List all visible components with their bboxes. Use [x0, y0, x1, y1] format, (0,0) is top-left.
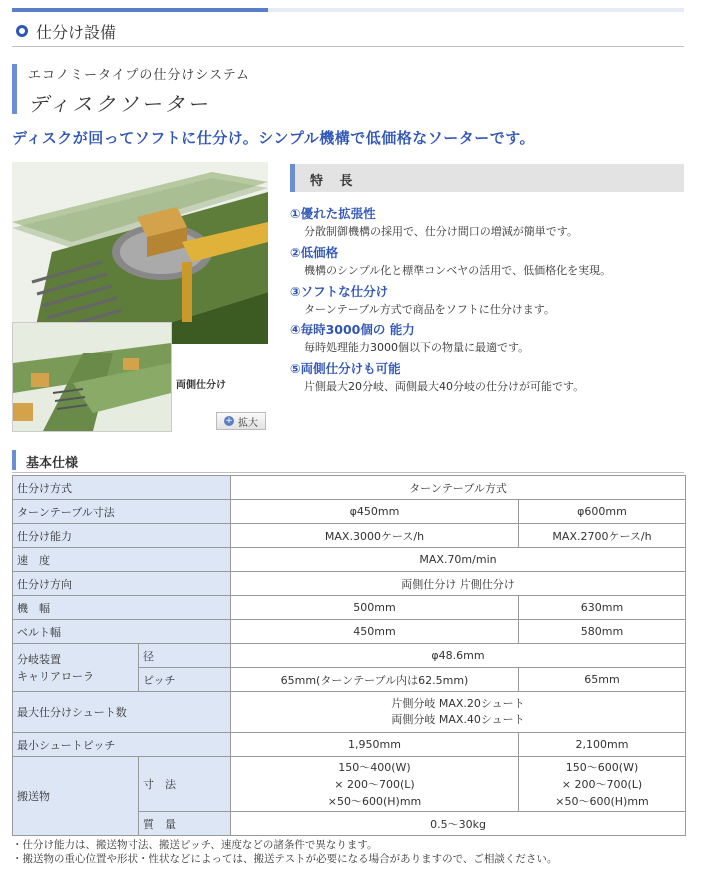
spec-value	[231, 757, 519, 812]
photo-caption: 両側仕分け	[176, 380, 226, 391]
spec-label: 仕分け方向	[13, 572, 231, 596]
feature-item	[290, 320, 690, 355]
spec-label: 最大仕分けシュート数	[13, 692, 231, 733]
feature-desc: 機構のシンプル化と標準コンベヤの活用で、低価格化を実現。	[304, 264, 612, 277]
table-row	[13, 692, 686, 733]
spec-value: φ600mm	[519, 500, 686, 524]
spec-label: 最小シュートピッチ	[13, 733, 231, 757]
spec-table	[12, 475, 686, 836]
spec-sublabel: 径	[139, 644, 231, 668]
spec-label: 搬送物	[13, 757, 139, 836]
note-line: ・仕分け能力は、搬送物寸法、搬送ピッチ、速度などの諸条件で異なります。	[12, 839, 378, 851]
table-row	[13, 620, 686, 644]
spec-value	[519, 757, 686, 812]
feature-title: ④毎時3000個の 能力	[290, 322, 415, 337]
feature-title: ③ソフトな仕分け	[290, 284, 389, 299]
spec-label: 速 度	[13, 548, 231, 572]
feature-item	[290, 243, 690, 278]
spec-label-group	[13, 644, 139, 692]
divider	[12, 472, 684, 473]
spec-value: 1,950mm	[231, 733, 519, 757]
divider	[12, 46, 684, 47]
spec-value: 両側仕分け 片側仕分け	[231, 572, 686, 596]
feature-desc: 片側最大20分岐、両側最大40分岐の仕分けが可能です。	[304, 380, 585, 393]
spec-value: 2,100mm	[519, 733, 686, 757]
spec-value: 630mm	[519, 596, 686, 620]
table-row	[13, 500, 686, 524]
spec-value: 0.5～30kg	[231, 812, 686, 836]
zoom-label: 拡大	[238, 417, 258, 429]
spec-label: 分岐装置	[17, 652, 61, 666]
spec-label: 仕分け能力	[13, 524, 231, 548]
spec-label: 仕分け方式	[13, 476, 231, 500]
table-row	[13, 596, 686, 620]
spec-label: キャリアローラ	[17, 669, 94, 683]
spec-value	[231, 692, 686, 733]
table-row	[13, 757, 686, 812]
spec-value-line: 片側分岐 MAX.20シュート	[391, 697, 525, 710]
spec-value-line: 150～600(W)	[565, 760, 639, 774]
product-subtitle: エコノミータイプの仕分けシステム	[28, 68, 251, 83]
spec-value: φ48.6mm	[231, 644, 686, 668]
feature-item	[290, 359, 690, 394]
spec-value: 65mm	[519, 668, 686, 692]
spec-value-line: ×50～600(H)mm	[555, 794, 649, 808]
table-row	[13, 524, 686, 548]
section-title	[16, 18, 116, 44]
spec-value-line: × 200～700(L)	[334, 777, 415, 791]
table-row	[13, 548, 686, 572]
feature-item	[290, 204, 690, 239]
spec-label: ターンテーブル寸法	[13, 500, 231, 524]
spec-value: MAX.2700ケース/h	[519, 524, 686, 548]
title-accent-bar	[12, 64, 17, 114]
section-title-text: 仕分け設備	[36, 22, 117, 42]
spec-value: 500mm	[231, 596, 519, 620]
table-row	[13, 572, 686, 596]
product-title: ディスクソーター	[28, 92, 211, 116]
spec-value: 450mm	[231, 620, 519, 644]
ring-icon	[16, 25, 28, 37]
spec-label: 機 幅	[13, 596, 231, 620]
table-row	[13, 476, 686, 500]
product-photo-main	[12, 162, 268, 344]
features-heading	[290, 164, 684, 192]
spec-value: ターンテーブル方式	[231, 476, 686, 500]
feature-desc: 分散制御機構の採用で、仕分け間口の増減が簡単です。	[304, 225, 578, 238]
spec-heading-text: 基本仕様	[26, 456, 79, 471]
spec-sublabel: ピッチ	[139, 668, 231, 692]
spec-value-line: 150～400(W)	[338, 760, 411, 774]
feature-title: ②低価格	[290, 245, 339, 260]
spec-value-line: × 200～700(L)	[561, 777, 643, 791]
feature-item	[290, 282, 690, 317]
plus-icon: +	[225, 416, 233, 426]
product-photo-double-side	[12, 322, 172, 432]
notes	[12, 838, 557, 866]
spec-value: MAX.70m/min	[231, 548, 686, 572]
feature-desc: 毎時処理能力3000個以下の物量に最適です。	[304, 341, 530, 354]
top-accent-bar	[12, 8, 684, 12]
spec-value: φ450mm	[231, 500, 519, 524]
feature-title: ①優れた拡張性	[290, 206, 376, 221]
feature-desc: ターンテーブル方式で商品をソフトに仕分けます。	[304, 303, 555, 316]
table-row	[13, 644, 686, 668]
spec-sublabel: 寸 法	[139, 757, 231, 812]
note-line: ・搬送物の重心位置や形状・性状などによっては、搬送テストが必要になる場合がありますので、ご相談ください。	[12, 853, 558, 865]
table-row	[13, 733, 686, 757]
zoom-button[interactable]	[216, 412, 266, 430]
spec-value: MAX.3000ケース/h	[231, 524, 519, 548]
product-lead: ディスクが回ってソフトに仕分け。シンプル機構で低価格なソーターです。	[12, 129, 536, 147]
feature-title: ⑤両側仕分けも可能	[290, 361, 401, 376]
spec-value-line: ×50～600(H)mm	[327, 794, 422, 808]
spec-value-line: 両側分岐 MAX.40シュート	[391, 713, 525, 726]
spec-label: ベルト幅	[13, 620, 231, 644]
features-heading-text: 特 長	[310, 174, 359, 189]
spec-value: 580mm	[519, 620, 686, 644]
spec-value: 65mm(ターンテーブル内は62.5mm)	[231, 668, 519, 692]
spec-sublabel: 質 量	[139, 812, 231, 836]
